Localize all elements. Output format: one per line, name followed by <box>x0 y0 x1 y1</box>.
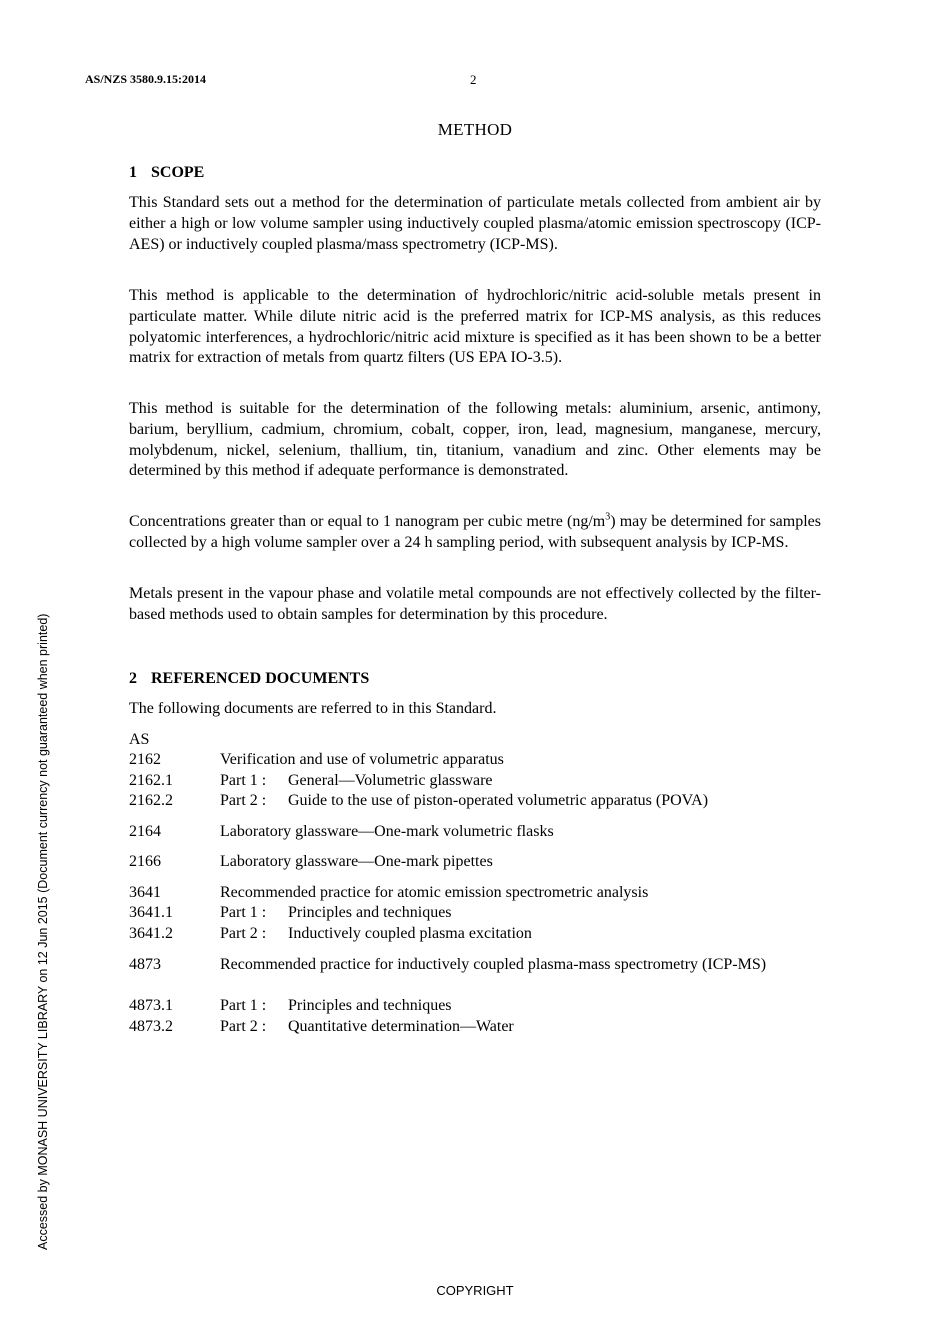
reference-code: 2162.2 <box>129 792 173 809</box>
reference-part-title: Principles and techniques <box>288 997 452 1014</box>
reference-part-title: General—Volumetric glassware <box>288 772 493 789</box>
reference-code: 4873 <box>129 956 161 973</box>
reference-code: 2162.1 <box>129 772 173 789</box>
concentration-text-after: ) may be determined for samples collected by a high volume sampler over a 24 h sampling period, with subsequent analysis by ICP-MS. <box>129 513 821 551</box>
reference-code: 3641.1 <box>129 904 173 921</box>
section-1-title: SCOPE <box>151 164 205 181</box>
scope-paragraph-4 <box>129 512 821 554</box>
reference-part-title: Quantitative determination—Water <box>288 1018 514 1035</box>
reference-part: Part 1 : <box>220 904 267 921</box>
reference-code: 3641 <box>129 884 161 901</box>
reference-part: Part 1 : <box>220 772 267 789</box>
reference-code: 4873.2 <box>129 1018 173 1035</box>
section-2-heading <box>129 670 369 688</box>
reference-title: Laboratory glassware—One-mark pipettes <box>220 853 493 870</box>
section-1-heading <box>129 164 204 182</box>
reference-part-title: Principles and techniques <box>288 904 452 921</box>
reference-title <box>220 1017 819 1038</box>
reference-part: Part 2 : <box>220 925 267 942</box>
reference-part: Part 2 : <box>220 1018 267 1035</box>
reference-part: Part 1 : <box>220 997 267 1014</box>
page-number: 2 <box>470 72 477 87</box>
section-2-number: 2 <box>129 670 137 687</box>
access-watermark: Accessed by MONASH UNIVERSITY LIBRARY on 12 Jun 2015 (Document currency not guaranteed when printed) <box>36 613 50 1250</box>
header-standard-id: AS/NZS 3580.9.15:2014 <box>85 72 207 86</box>
scope-paragraph-2: This method is applicable to the determination of hydrochloric/nitric acid-soluble metals present in particulate matter. While dilute nitric acid is the preferred matrix for ICP-MS analysis, as this reduces polyatomic interferences, a hydrochloric/nitric acid mixture is specified as it has been shown to be a better matrix for extraction of metals from quartz filters (US EPA IO-3.5). <box>129 287 821 367</box>
reference-code: 4873.1 <box>129 997 173 1014</box>
reference-code: 2164 <box>129 823 161 840</box>
concentration-text-before: Concentrations greater than or equal to 1 nanogram per cubic metre (ng/m <box>129 513 606 530</box>
scope-paragraph-5: Metals present in the vapour phase and volatile metal compounds are not effectively collected by the filter-based methods used to obtain samples for determination by this procedure. <box>129 585 821 623</box>
reference-title: Verification and use of volumetric apparatus <box>220 751 504 768</box>
reference-title: Laboratory glassware—One-mark volumetric flasks <box>220 823 554 840</box>
reference-title <box>220 924 819 945</box>
reference-title <box>220 791 819 812</box>
section-1-number: 1 <box>129 164 137 181</box>
concentration-superscript: 3 <box>605 511 611 523</box>
page-title: METHOD <box>437 120 513 139</box>
scope-paragraph-1: This Standard sets out a method for the determination of particulate metals collected from ambient air by either a high or low volume sampler using inductively coupled plasma/atomic emission spectroscopy (ICP-AES) or inductively coupled plasma/mass spectrometry (ICP-MS). <box>129 194 821 253</box>
reference-title <box>220 903 819 924</box>
reference-title: Recommended practice for atomic emission spectrometric analysis <box>220 884 649 901</box>
reference-title <box>220 996 819 1017</box>
reference-part: Part 2 : <box>220 792 267 809</box>
section-2-title: REFERENCED DOCUMENTS <box>151 670 370 687</box>
reference-title: Recommended practice for inductively coupled plasma-mass spectrometry (ICP-MS) <box>220 956 767 973</box>
reference-title <box>220 771 819 792</box>
reference-part-title: Guide to the use of piston-operated volumetric apparatus (POVA) <box>288 792 709 809</box>
reference-code: 3641.2 <box>129 925 173 942</box>
standards-series-label: AS <box>129 731 150 748</box>
reference-part-title: Inductively coupled plasma excitation <box>288 925 532 942</box>
reference-code: 2166 <box>129 853 161 870</box>
referenced-docs-intro: The following documents are referred to in this Standard. <box>129 700 497 717</box>
footer-copyright: COPYRIGHT <box>436 1283 514 1298</box>
scope-paragraph-3: This method is suitable for the determination of the following metals: aluminium, arsenic, antimony, barium, beryllium, cadmium, chromium, cobalt, copper, iron, lead, magnesium, manganese, mercury, molybdenum, nickel, selenium, thallium, tin, titanium, vanadium and zinc. Other elements may be determined by this method if adequate performance is demonstrated. <box>129 400 821 480</box>
reference-code: 2162 <box>129 751 161 768</box>
